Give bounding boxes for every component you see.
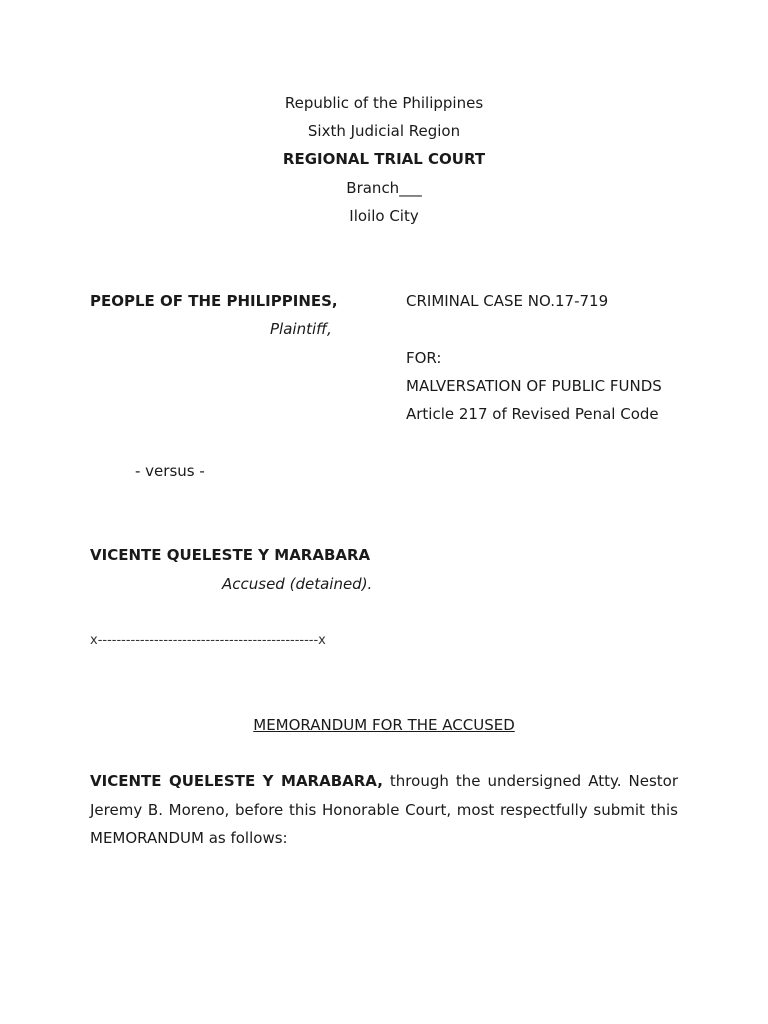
for-label: FOR: <box>406 349 442 367</box>
paragraph-line-2: Jeremy B. Moreno, before this Honorable Court, most respectfully submit this <box>90 801 678 819</box>
paragraph-lead: VICENTE QUELESTE Y MARABARA, <box>90 772 383 790</box>
versus-label: - versus - <box>135 462 205 480</box>
accused-name: VICENTE QUELESTE Y MARABARA <box>90 546 371 564</box>
paragraph-line-3: MEMORANDUM as follows: <box>90 829 288 847</box>
header-region: Sixth Judicial Region <box>307 122 461 140</box>
caption-separator: x-----------------------------------------------x <box>90 633 326 648</box>
memorandum-title: MEMORANDUM FOR THE ACCUSED <box>253 716 515 734</box>
article-reference: Article 217 of Revised Penal Code <box>406 405 659 423</box>
header-country: Republic of the Philippines <box>284 94 484 112</box>
accused-role: Accused (detained). <box>222 575 373 593</box>
header-court: REGIONAL TRIAL COURT <box>282 150 486 168</box>
case-number: CRIMINAL CASE NO.17-719 <box>406 292 609 310</box>
offense: MALVERSATION OF PUBLIC FUNDS <box>406 377 662 395</box>
header-city: Iloilo City <box>349 207 419 225</box>
header-branch: Branch___ <box>346 179 422 197</box>
paragraph-line-1 <box>90 771 678 791</box>
plaintiff-name: PEOPLE OF THE PHILIPPINES, <box>90 292 338 310</box>
plaintiff-role: Plaintiff, <box>270 320 332 338</box>
paragraph-line-1-rest: through the undersigned Atty. Nestor <box>389 772 678 790</box>
